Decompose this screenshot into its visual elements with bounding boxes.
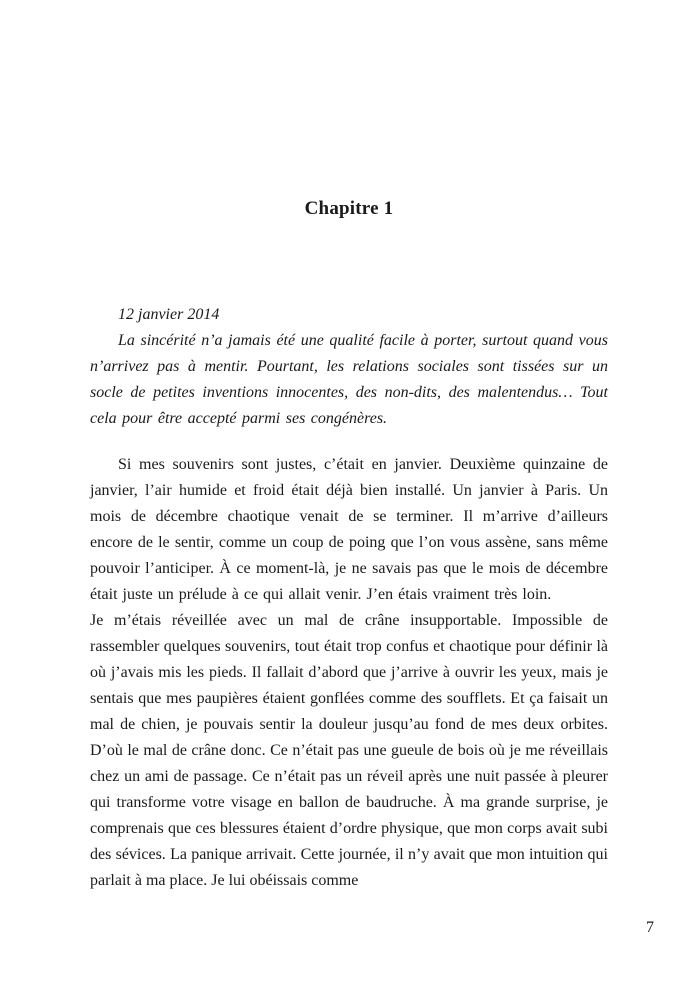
body-paragraph: Je m’étais réveillée avec un mal de crâne insupportable. Impossible de rassembler quelques souvenirs, tout était trop confus et chaotique pour définir là où j’avais mis les pieds. Il fallait d’abord que j’arrive à ouvrir les yeux, mais je sentais que mes paupières étaient gonflées comme des soufflets. Et ça faisait un mal de chien, je pouvais sentir la douleur jusqu’au fond de mes deux orbites. D’où le mal de crâne donc. Ce n’était pas une gueule de bois où je me réveillais chez un ami de passage. Ce n’était pas un réveil après une nuit passée à pleurer qui transforme votre visage en ballon de baudruche. À ma grande surprise, je comprenais que ces blessures étaient d’ordre physique, que mon corps avait subi des sévices. La panique arrivait. Cette journée, il n’y avait que mon intuition qui parlait à ma place. Je lui obéissais comme bbox=[90, 612, 608, 889]
body-paragraph: Si mes souvenirs sont justes, c’était en janvier. Deuxième quinzaine de janvier, l’air humide et froid était déjà bien installé. Un janvier à Paris. Un mois de décembre chaotique venait de se terminer. Il m’arrive d’ailleurs encore de le sentir, comme un coup de poing que l’on vous assène, sans même pouvoir l’anticiper. À ce moment-là, je ne savais pas que le mois de décembre était juste un prélude à ce qui allait venir. J’en étais vraiment très loin. bbox=[90, 456, 608, 603]
page-content bbox=[90, 0, 608, 894]
chapter-title: Chapitre 1 bbox=[304, 198, 394, 219]
diary-date-line: 12 janvier 2014 bbox=[118, 306, 220, 323]
epigraph-paragraph: La sincérité n’a jamais été une qualité facile à porter, surtout quand vous n’arrivez pas à mentir. Pourtant, les relations sociales sont tissées sur un socle de petites inventions innocentes, des non-dits, des malentendus… Tout cela pour être accepté parmi ses congénères. bbox=[90, 332, 608, 427]
page-number: 7 bbox=[646, 919, 654, 936]
